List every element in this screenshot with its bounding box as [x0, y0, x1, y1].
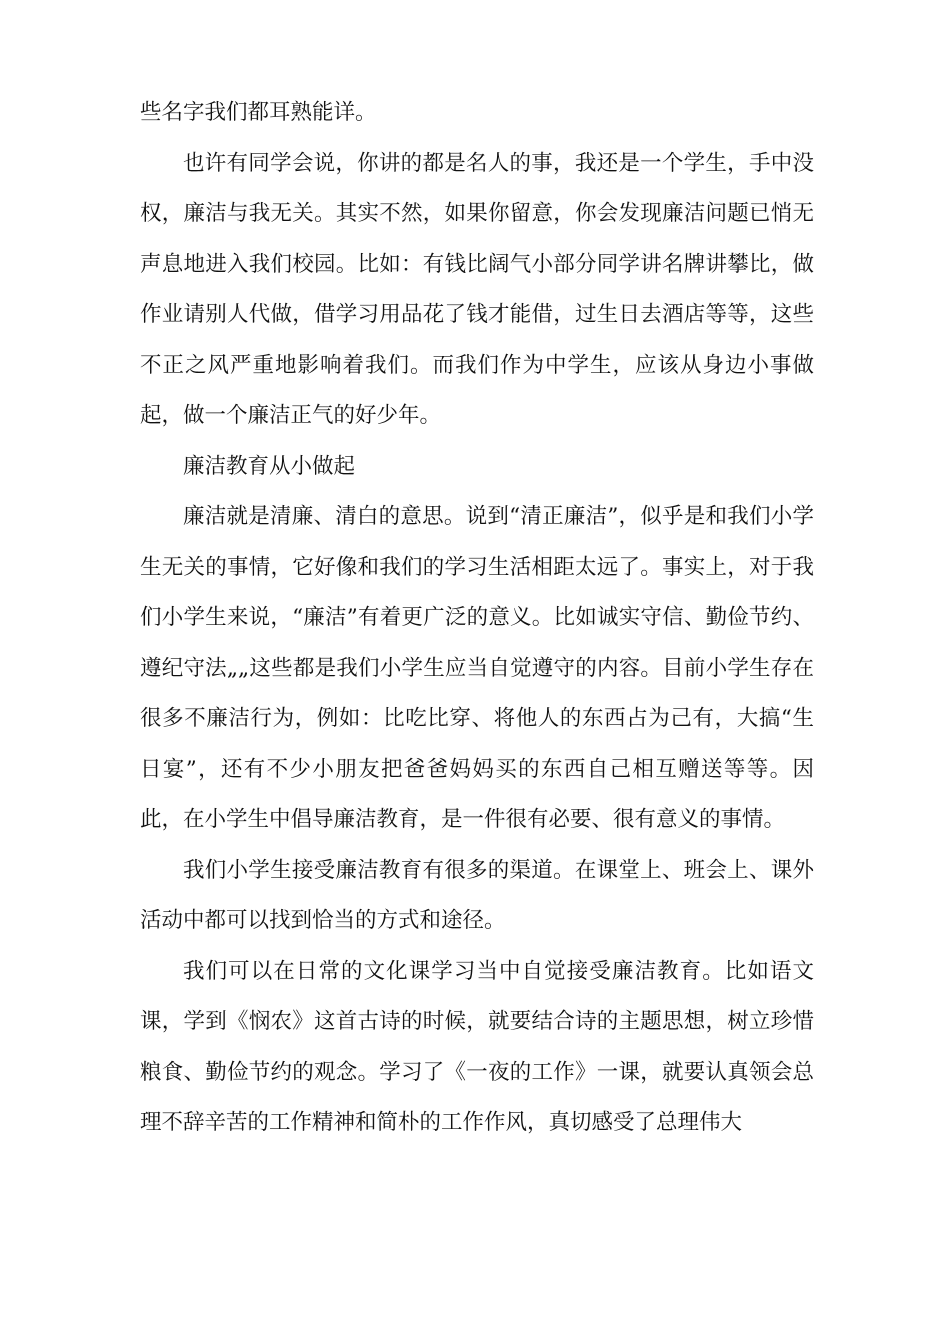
- document-body: [140, 88, 814, 1149]
- paragraph: 也许有同学会说，你讲的都是名人的事，我还是一个学生，手中没权，廉洁与我无关。其实不然，如果你留意，你会发现廉洁问题已悄无声息地进入我们校园。比如：有钱比阔气小部分同学讲名牌讲攀比，做作业请别人代做，借学习用品花了钱才能借，过生日去酒店等等，这些不正之风严重地影响着我们。而我们作为中学生，应该从身边小事做起，做一个廉洁正气的好少年。: [140, 150, 814, 428]
- paragraph: 我们小学生接受廉洁教育有很多的渠道。在课堂上、班会上、课外活动中都可以找到恰当的方式和途径。: [140, 857, 814, 933]
- paragraph: 廉洁就是清廉、清白的意思。说到“清正廉洁”，似乎是和我们小学生无关的事情，它好像和我们的学习生活相距太远了。事实上，对于我们小学生来说，“廉洁”有着更广泛的意义。比如诚实守信、勤俭节约、遵纪守法„„这些都是我们小学生应当自觉遵守的内容。目前小学生存在很多不廉洁行为，例如：比吃比穿、将他人的东西占为己有，大搞“生日宴”，还有不少小朋友把爸爸妈妈买的东西自己相互赠送等等。因此，在小学生中倡导廉洁教育，是一件很有必要、很有意义的事情。: [140, 504, 814, 832]
- section-heading: 廉洁教育从小做起: [183, 453, 356, 479]
- paragraph-continuation: 些名字我们都耳熟能详。: [140, 100, 377, 125]
- paragraph: 我们可以在日常的文化课学习当中自觉接受廉洁教育。比如语文课，学到《悯农》这首古诗的时候，就要结合诗的主题思想，树立珍惜粮食、勤俭节约的观念。学习了《一夜的工作》一课，就要认真领会总理不辞辛苦的工作精神和简朴的工作作风，真切感受了总理伟大: [140, 958, 814, 1135]
